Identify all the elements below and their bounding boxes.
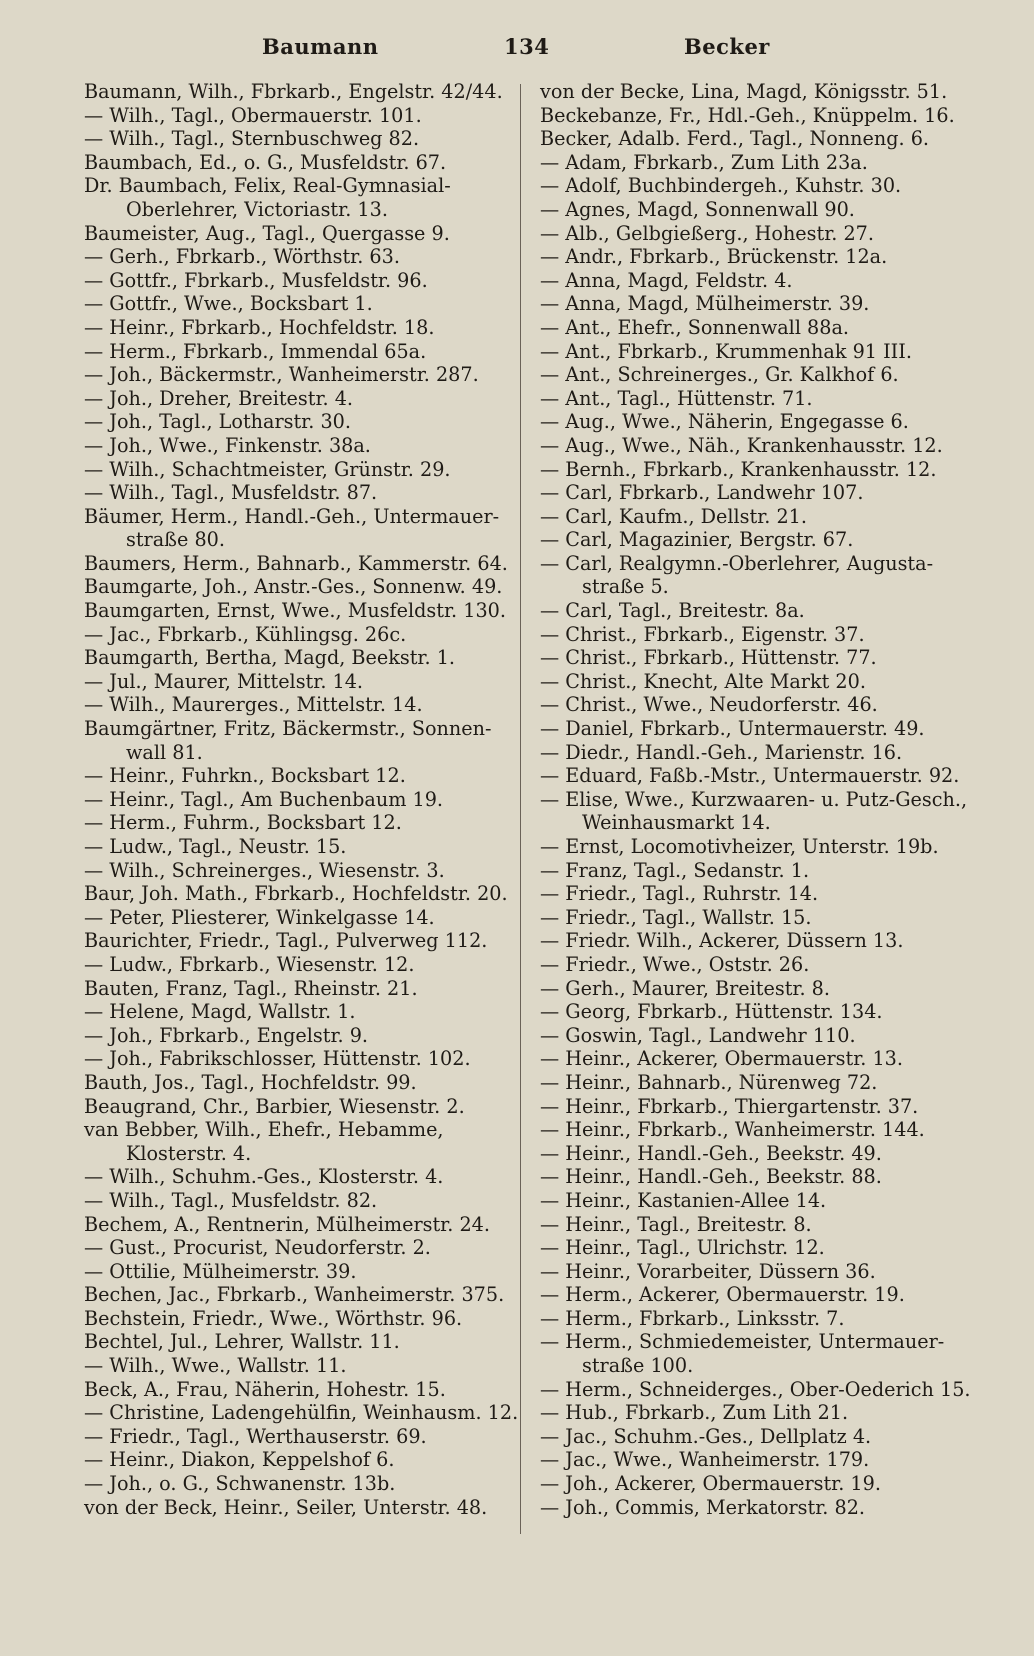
directory-entry: — Carl, Fbrkarb., Landwehr 107.: [540, 481, 864, 505]
directory-entry: — Alb., Gelbgießerg., Hohestr. 27.: [540, 221, 874, 245]
directory-entry: — Gottfr., Wwe., Bocksbart 1.: [84, 292, 373, 316]
directory-entry: — Wilh., Schuhm.-Ges., Klosterstr. 4.: [84, 1165, 444, 1189]
directory-entry: — Wilh., Tagl., Musfeldstr. 87.: [84, 481, 378, 505]
directory-entry: — Heinr., Tagl., Am Buchenbaum 19.: [84, 787, 444, 811]
directory-entry: — Ant., Tagl., Hüttenstr. 71.: [540, 386, 813, 410]
directory-entry: — Andr., Fbrkarb., Brückenstr. 12a.: [540, 245, 888, 269]
directory-entry: Bechem, A., Rentnerin, Mülheimerstr. 24.: [84, 1212, 490, 1236]
directory-entry: — Ludw., Tagl., Neustr. 15.: [84, 835, 347, 858]
directory-entry: — Elise, Wwe., Kurzwaaren- u. Putz-Gesch.,: [540, 787, 968, 811]
directory-entry: — Anna, Magd, Feldstr. 4.: [540, 268, 793, 292]
directory-entry-continuation: straße 100.: [582, 1354, 694, 1378]
directory-entry: — Ernst, Locomotivheizer, Unterstr. 19b.: [540, 835, 939, 858]
directory-entry: — Wilh., Schreinerges., Wiesenstr. 3.: [84, 858, 445, 882]
directory-entry-continuation: straße 5.: [582, 575, 669, 599]
directory-entry: Bechstein, Friedr., Wwe., Wörthstr. 96.: [84, 1306, 463, 1330]
directory-entry: — Joh., Bäckermstr., Wanheimerstr. 287.: [84, 363, 479, 387]
directory-entry: Baumers, Herm., Bahnarb., Kammerstr. 64.: [84, 551, 508, 575]
directory-entry: — Carl, Kaufm., Dellstr. 21.: [540, 504, 807, 528]
directory-entry: — Ottilie, Mülheimerstr. 39.: [84, 1259, 357, 1283]
directory-entry-continuation: wall 81.: [126, 740, 203, 764]
directory-entry: — Gerh., Fbrkarb., Wörthstr. 63.: [84, 245, 400, 269]
directory-entry: Beckebanze, Fr., Hdl.-Geh., Knüppelm. 16.: [540, 103, 955, 127]
header-right-keyword: Becker: [684, 34, 770, 59]
directory-entry: — Herm., Schneiderges., Ober-Oederich 15.: [540, 1377, 971, 1401]
directory-entry: — Friedr. Wilh., Ackerer, Düssern 13.: [540, 929, 904, 953]
directory-entry: — Friedr., Wwe., Oststr. 26.: [540, 952, 810, 976]
directory-entry: — Ant., Fbrkarb., Krummenhak 91 III.: [540, 339, 912, 363]
directory-entry: — Friedr., Tagl., Wallstr. 15.: [540, 905, 812, 929]
directory-entry: Baumgarten, Ernst, Wwe., Musfeldstr. 130.: [84, 599, 506, 623]
directory-entry: Bechen, Jac., Fbrkarb., Wanheimerstr. 375.: [84, 1283, 505, 1307]
directory-entry: Beck, A., Frau, Näherin, Hohestr. 15.: [84, 1377, 446, 1401]
directory-entry: — Aug., Wwe., Näherin, Engegasse 6.: [540, 410, 909, 434]
directory-entry: — Joh., Fabrikschlosser, Hüttenstr. 102.: [84, 1047, 471, 1071]
directory-entry: von der Becke, Lina, Magd, Königsstr. 51.: [540, 80, 948, 103]
directory-entry: — Wilh., Tagl., Obermauerstr. 101.: [84, 103, 422, 127]
directory-entry: — Carl, Tagl., Breitestr. 8a.: [540, 599, 805, 623]
directory-entry: — Heinr., Diakon, Keppelshof 6.: [84, 1448, 395, 1472]
directory-entry: Becker, Adalb. Ferd., Tagl., Nonneng. 6.: [540, 127, 930, 151]
directory-entry: — Friedr., Tagl., Ruhrstr. 14.: [540, 882, 819, 906]
directory-entry: Baumeister, Aug., Tagl., Quergasse 9.: [84, 221, 450, 245]
directory-entry: — Joh., Tagl., Lotharstr. 30.: [84, 410, 351, 434]
directory-entry: — Wilh., Maurerges., Mittelstr. 14.: [84, 693, 423, 717]
directory-entry: — Eduard, Faßb.-Mstr., Untermauerstr. 92.: [540, 764, 960, 788]
directory-entry: — Adolf, Buchbindergeh., Kuhstr. 30.: [540, 174, 902, 198]
directory-entry: Bauten, Franz, Tagl., Rheinstr. 21.: [84, 976, 418, 1000]
directory-entry: — Jac., Fbrkarb., Kühlingsg. 26c.: [84, 622, 407, 646]
directory-entry: — Jac., Wwe., Wanheimerstr. 179.: [540, 1448, 870, 1472]
directory-entry: Baumgarth, Bertha, Magd, Beekstr. 1.: [84, 646, 455, 670]
directory-entry: Beaugrand, Chr., Barbier, Wiesenstr. 2.: [84, 1094, 465, 1118]
directory-entry: — Heinr., Fbrkarb., Wanheimerstr. 144.: [540, 1118, 925, 1142]
directory-entry: Baumgarte, Joh., Anstr.-Ges., Sonnenw. 49.: [84, 575, 503, 599]
directory-entry: — Christ., Wwe., Neudorferstr. 46.: [540, 693, 878, 717]
directory-entry-continuation: Klosterstr. 4.: [126, 1141, 252, 1165]
directory-entry: — Carl, Magazinier, Bergstr. 67.: [540, 528, 854, 552]
directory-entry: — Gottfr., Fbrkarb., Musfeldstr. 96.: [84, 268, 428, 292]
directory-entry: — Herm., Schmiedemeister, Untermauer-: [540, 1330, 945, 1354]
directory-entry: — Gust., Procurist, Neudorferstr. 2.: [84, 1236, 431, 1260]
directory-entry: van Bebber, Wilh., Ehefr., Hebamme,: [84, 1118, 444, 1142]
directory-entry: — Jul., Maurer, Mittelstr. 14.: [84, 669, 364, 693]
directory-entry: — Heinr., Fbrkarb., Thiergartenstr. 37.: [540, 1094, 919, 1118]
directory-entry: — Christ., Fbrkarb., Hüttenstr. 77.: [540, 646, 877, 670]
header-left-keyword: Baumann: [262, 34, 379, 59]
directory-entry: — Agnes, Magd, Sonnenwall 90.: [540, 197, 855, 221]
directory-entry-continuation: Oberlehrer, Victoriastr. 13.: [126, 197, 388, 221]
directory-entry: — Diedr., Handl.-Geh., Marienstr. 16.: [540, 740, 903, 764]
directory-entry: — Wilh., Schachtmeister, Grünstr. 29.: [84, 457, 451, 481]
directory-entry: — Heinr., Handl.-Geh., Beekstr. 88.: [540, 1165, 882, 1189]
directory-entry: von der Beck, Heinr., Seiler, Unterstr. 48.: [84, 1495, 488, 1519]
directory-entry: Baurichter, Friedr., Tagl., Pulverweg 112.: [84, 929, 488, 953]
directory-entry: — Peter, Pliesterer, Winkelgasse 14.: [84, 905, 435, 929]
directory-entry: — Joh., Ackerer, Obermauerstr. 19.: [540, 1472, 881, 1496]
directory-entry: — Heinr., Bahnarb., Nürenweg 72.: [540, 1070, 878, 1094]
directory-entry: — Hub., Fbrkarb., Zum Lith 21.: [540, 1401, 849, 1425]
directory-entry: — Joh., o. G., Schwanenstr. 13b.: [84, 1472, 396, 1496]
directory-entry: — Anna, Magd, Mülheimerstr. 39.: [540, 292, 870, 316]
directory-entry: — Heinr., Tagl., Breitestr. 8.: [540, 1212, 812, 1236]
directory-entry: — Heinr., Handl.-Geh., Beekstr. 49.: [540, 1141, 882, 1165]
directory-entry: — Heinr., Ackerer, Obermauerstr. 13.: [540, 1047, 903, 1071]
directory-entry: — Joh., Wwe., Finkenstr. 38a.: [84, 433, 371, 457]
directory-entry: — Joh., Fbrkarb., Engelstr. 9.: [84, 1023, 369, 1047]
directory-entry: — Adam, Fbrkarb., Zum Lith 23a.: [540, 150, 868, 174]
directory-entry: Baumbach, Ed., o. G., Musfeldstr. 67.: [84, 150, 447, 174]
directory-entry: Baumann, Wilh., Fbrkarb., Engelstr. 42/44.: [84, 80, 503, 103]
directory-entry: Bechtel, Jul., Lehrer, Wallstr. 11.: [84, 1330, 400, 1354]
directory-entry: — Wilh., Wwe., Wallstr. 11.: [84, 1354, 347, 1378]
directory-entry: — Aug., Wwe., Näh., Krankenhausstr. 12.: [540, 433, 943, 457]
directory-entry: — Herm., Fbrkarb., Linksstr. 7.: [540, 1306, 845, 1330]
directory-entry: — Heinr., Fuhrkn., Bocksbart 12.: [84, 764, 406, 788]
directory-entry: — Joh., Commis, Merkatorstr. 82.: [540, 1495, 865, 1519]
directory-entry: — Heinr., Kastanien-Allee 14.: [540, 1188, 827, 1212]
page-header: [0, 34, 1034, 64]
directory-entry: — Ludw., Fbrkarb., Wiesenstr. 12.: [84, 952, 415, 976]
directory-entry: — Herm., Fuhrm., Bocksbart 12.: [84, 811, 402, 835]
directory-entry: — Herm., Ackerer, Obermauerstr. 19.: [540, 1283, 905, 1307]
directory-entry: — Gerh., Maurer, Breitestr. 8.: [540, 976, 830, 1000]
right-column: [540, 80, 994, 1519]
directory-entry: — Wilh., Tagl., Musfeldstr. 82.: [84, 1188, 378, 1212]
directory-entry: — Christ., Fbrkarb., Eigenstr. 37.: [540, 622, 865, 646]
directory-entry: — Christine, Ladengehülfin, Weinhausm. 12.: [84, 1401, 519, 1425]
directory-entry-continuation: straße 80.: [126, 528, 225, 552]
directory-entry: — Carl, Realgymn.-Oberlehrer, Augusta-: [540, 551, 934, 575]
directory-entry: — Joh., Dreher, Breitestr. 4.: [84, 386, 354, 410]
directory-entry: — Heinr., Vorarbeiter, Düssern 36.: [540, 1259, 876, 1283]
directory-entry: — Goswin, Tagl., Landwehr 110.: [540, 1023, 856, 1047]
left-column: [84, 80, 519, 1519]
directory-entry: Bauth, Jos., Tagl., Hochfeldstr. 99.: [84, 1070, 417, 1094]
directory-entry-continuation: Weinhausmarkt 14.: [582, 811, 771, 835]
directory-entry: — Christ., Knecht, Alte Markt 20.: [540, 669, 866, 693]
directory-entry: — Bernh., Fbrkarb., Krankenhausstr. 12.: [540, 457, 937, 481]
column-divider: [520, 84, 521, 1534]
directory-entry: Dr. Baumbach, Felix, Real-Gymnasial-: [84, 174, 451, 198]
directory-entry: — Heinr., Tagl., Ulrichstr. 12.: [540, 1236, 825, 1260]
directory-entry: — Herm., Fbrkarb., Immendal 65a.: [84, 339, 427, 363]
directory-entry: — Heinr., Fbrkarb., Hochfeldstr. 18.: [84, 315, 435, 339]
page-number: 134: [504, 34, 550, 59]
directory-entry: Bäumer, Herm., Handl.-Geh., Untermauer-: [84, 504, 500, 528]
directory-entry: Baumgärtner, Fritz, Bäckermstr., Sonnen-: [84, 717, 492, 741]
directory-entry: — Daniel, Fbrkarb., Untermauerstr. 49.: [540, 717, 925, 741]
directory-entry: — Friedr., Tagl., Werthauserstr. 69.: [84, 1424, 427, 1448]
directory-entry: — Franz, Tagl., Sedanstr. 1.: [540, 858, 810, 882]
directory-entry: — Wilh., Tagl., Sternbuschweg 82.: [84, 127, 420, 151]
directory-entry: — Jac., Schuhm.-Ges., Dellplatz 4.: [540, 1424, 872, 1448]
directory-entry: — Georg, Fbrkarb., Hüttenstr. 134.: [540, 1000, 883, 1024]
directory-entry: — Ant., Schreinerges., Gr. Kalkhof 6.: [540, 363, 899, 387]
directory-entry: Baur, Joh. Math., Fbrkarb., Hochfeldstr. 20.: [84, 882, 508, 906]
directory-entry: — Helene, Magd, Wallstr. 1.: [84, 1000, 356, 1024]
directory-entry: — Ant., Ehefr., Sonnenwall 88a.: [540, 315, 850, 339]
